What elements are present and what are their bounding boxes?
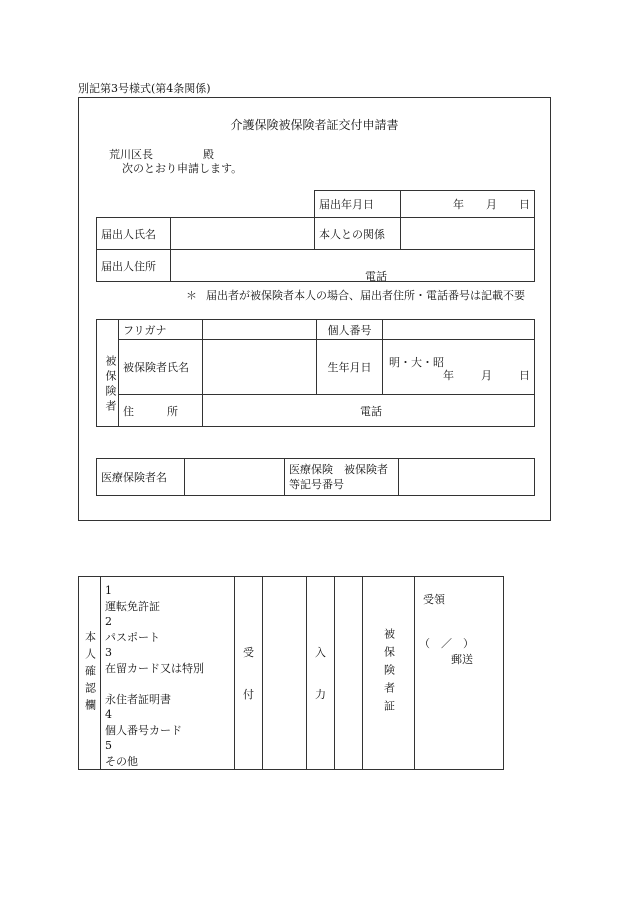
applicant-address-field[interactable] xyxy=(171,250,535,282)
id-option: 4 個人番号カード xyxy=(105,708,182,737)
id-option: 3 在留カード又は特別 xyxy=(105,646,204,675)
insured-phone-label: 電話 xyxy=(360,404,382,418)
insurer-label: 医療保険者名 xyxy=(97,459,185,496)
personal-number-field[interactable] xyxy=(383,320,535,340)
insured-address-label: 住 所 xyxy=(119,395,203,427)
id-option: 2 パスポート xyxy=(105,615,160,644)
furigana-field[interactable] xyxy=(203,320,317,340)
personal-number-label: 個人番号 xyxy=(317,320,383,340)
symbol-label-line2: 等記号番号 xyxy=(289,478,344,491)
id-option: 永住者証明書 xyxy=(105,692,171,706)
birth-month-unit: 月 xyxy=(481,369,492,382)
insured-address-field[interactable] xyxy=(203,395,535,427)
form-reference: 別記第3号様式(第4条関係) xyxy=(78,82,211,95)
office-use-table xyxy=(78,576,504,770)
id-option: 5 その他 xyxy=(105,739,138,768)
insured-symbol-field[interactable] xyxy=(399,459,535,496)
symbol-label-line1: 医療保険 被保険者 xyxy=(289,463,388,476)
receipt-field[interactable] xyxy=(263,577,307,770)
birth-year-unit: 年 xyxy=(443,369,454,382)
receipt-label: 受 付 xyxy=(235,577,263,770)
note-text: 届出者が被保険者本人の場合、届出者住所・電話番号は記載不要 xyxy=(206,289,525,302)
applicant-name-label: 届出人氏名 xyxy=(97,218,171,250)
addressee-honorific: 殿 xyxy=(203,148,214,161)
card-label: 被保険者証 xyxy=(363,577,415,770)
relation-label: 本人との関係 xyxy=(315,218,401,250)
month-unit: 月 xyxy=(486,198,497,211)
id-option: 1 運転免許証 xyxy=(105,584,160,613)
year-unit: 年 xyxy=(453,198,464,211)
date-label: 届出年月日 xyxy=(315,191,401,218)
mailed-label: 郵送 xyxy=(451,653,473,666)
applicant-table xyxy=(96,190,535,282)
birthdate-label: 生年月日 xyxy=(317,340,383,395)
input-field[interactable] xyxy=(335,577,363,770)
insurer-field[interactable] xyxy=(185,459,285,496)
intro-text: 次のとおり申請します。 xyxy=(122,162,243,175)
form-title: 介護保険被保険者証交付申請書 xyxy=(230,118,399,132)
id-check-label: 本人確認欄 xyxy=(79,577,101,770)
addressee-name: 荒川区長 xyxy=(109,148,153,161)
relation-field[interactable] xyxy=(401,218,535,250)
input-label: 入 力 xyxy=(307,577,335,770)
insured-table xyxy=(96,319,535,427)
era-options: 明・大・昭 xyxy=(389,356,444,369)
medical-table xyxy=(96,458,535,496)
furigana-label: フリガナ xyxy=(119,320,203,340)
note-mark: ＊ xyxy=(186,289,197,302)
date-field[interactable] xyxy=(401,191,535,218)
applicant-phone-label: 電話 xyxy=(365,270,387,282)
birth-day-unit: 日 xyxy=(519,369,530,382)
applicant-address-label: 届出人住所 xyxy=(97,250,171,282)
date-slash: （ ／ ） xyxy=(419,637,474,650)
received-label: 受領 xyxy=(423,593,445,606)
applicant-name-field[interactable] xyxy=(171,218,315,250)
insured-section-label: 被保険者 xyxy=(97,320,119,427)
id-options-list xyxy=(101,577,235,770)
insured-name-field[interactable] xyxy=(203,340,317,395)
insured-symbol-label xyxy=(285,459,399,496)
insured-name-label: 被保険者氏名 xyxy=(119,340,203,395)
day-unit: 日 xyxy=(519,198,530,211)
card-status-field[interactable] xyxy=(415,577,504,770)
birthdate-field[interactable] xyxy=(383,340,535,395)
